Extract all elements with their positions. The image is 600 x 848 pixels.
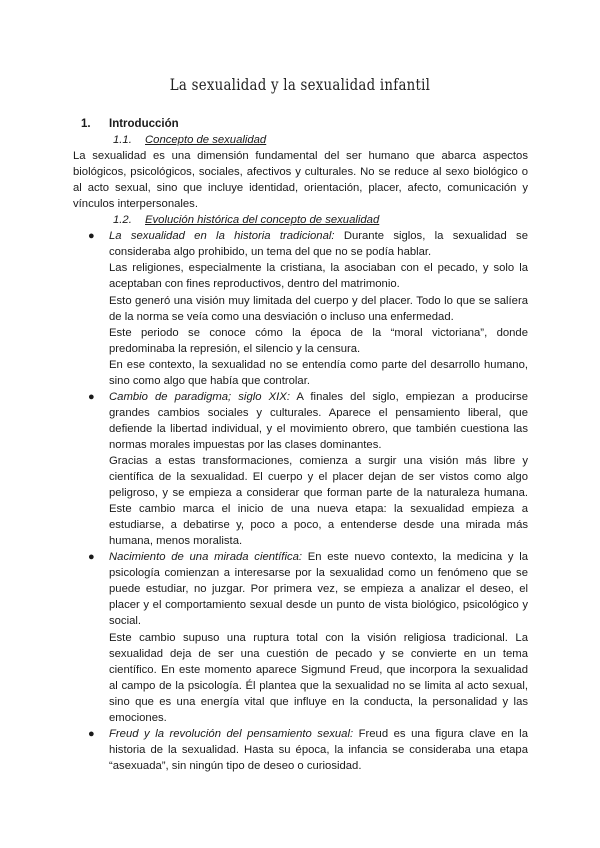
bullet-icon: ● <box>88 551 95 564</box>
subsection-title-1: Concepto de sexualidad <box>145 134 267 147</box>
bullet-item <box>73 726 528 774</box>
subsection-title-2: Evolución histórica del concepto de sexualidad <box>145 214 380 227</box>
bullet-paragraph <box>109 549 528 629</box>
bullet-paragraph <box>109 389 528 453</box>
bullet-subparagraph: En ese contexto, la sexualidad no se entendía como parte del desarrollo humano, sino como algo que había que controlar. <box>109 358 528 387</box>
bullet-subparagraph: Las religiones, especialmente la cristiana, la asociaban con el pecado, y solo la aceptaban con fines reproductivos, dentro del matrimonio. <box>109 262 528 291</box>
bullet-paragraph <box>109 726 528 774</box>
bullet-lead: La sexualidad en la historia tradicional: <box>109 230 335 243</box>
bullet-subparagraph: Esto generó una visión muy limitada del cuerpo y del placer. Todo lo que se salíera de la norma se veía como una desviación o incluso una enfermedad. <box>109 294 528 323</box>
bullet-text: En este nuevo contexto, la medicina y la psicología comienzan a interesarse por la sexualidad como un fenómeno que se puede estudiar, no juzgar. Por primera vez, se empieza a analizar el deseo, el placer y el comportamiento sexual desde un punto de vista biológico, psicológico y social. <box>109 551 528 628</box>
bullet-item <box>73 389 528 549</box>
section-number: 1. <box>81 118 91 130</box>
subsection-number-2: 1.2. <box>113 214 132 227</box>
bullet-icon: ● <box>88 230 95 243</box>
bullet-item <box>73 228 528 388</box>
bullet-text: A finales del siglo, empiezan a producirse grandes cambios sociales y culturales. Aparece el pensamiento liberal, que defiende la libertad individual, y el movimiento obrero, que también cuestiona las normas morales impuestas por las clases dominantes. <box>109 390 528 451</box>
document-body <box>73 116 528 774</box>
bullet-subparagraph: Gracias a estas transformaciones, comienza a surgir una visión más libre y científica de la sexualidad. El cuerpo y el placer dejan de ser vistos como algo peligroso, y se empieza a considerar que forman parte de la naturaleza humana. Este cambio marca el inicio de una nueva etapa: la sexualidad empieza a estudiarse, a debatirse y, poco a poco, a entenderse desde una mirada más humana, menos moralista. <box>109 454 528 548</box>
bullet-lead: Freud y la revolución del pensamiento sexual: <box>109 727 354 740</box>
section-heading <box>73 116 528 132</box>
subsection-number-1: 1.1. <box>113 134 132 147</box>
bullet-lead: Nacimiento de una mirada científica: <box>109 551 303 564</box>
subsection-heading-2 <box>73 212 528 228</box>
history-bullet-list <box>73 228 528 774</box>
document-title: La sexualidad y la sexualidad infantil <box>169 76 431 94</box>
bullet-paragraph <box>109 228 528 260</box>
subsection-heading-1 <box>73 132 528 148</box>
bullet-item <box>73 549 528 726</box>
bullet-subparagraph: Este periodo se conoce cómo la época de la “moral victoriana”, donde predominaba la represión, el silencio y la censura. <box>109 326 528 355</box>
bullet-text: Durante siglos, la sexualidad se consideraba algo prohibido, un tema del que no se podía hablar. <box>109 230 528 259</box>
bullet-subparagraph: Este cambio supuso una ruptura total con la visión religiosa tradicional. La sexualidad deja de ser una cuestión de pecado y se convierte en un tema científico. En este momento aparece Sigmund Freud, que incorpora la sexualidad al campo de la psicología. Él plantea que la sexualidad no se limita al acto sexual, sino que es una energía vital que influye en la conducta, la personalidad y las emociones. <box>109 631 528 724</box>
bullet-icon: ● <box>88 390 95 403</box>
bullet-text: Freud es una figura clave en la historia de la sexualidad. Hasta su época, la infancia se consideraba una etapa “asexuada”, sin ningún tipo de deseo o curiosidad. <box>109 727 528 772</box>
section-title: Introducción <box>109 118 179 130</box>
concept-paragraph: La sexualidad es una dimensión fundamental del ser humano que abarca aspectos biológicos, psicológicos, sociales, afectivos y culturales. No se reduce al sexo biológico o al acto sexual, sino que incluye identidad, orientación, placer, afecto, comunicación y vínculos interpersonales. <box>73 150 528 211</box>
bullet-lead: Cambio de paradigma; siglo XIX: <box>109 390 290 403</box>
bullet-icon: ● <box>88 727 95 740</box>
